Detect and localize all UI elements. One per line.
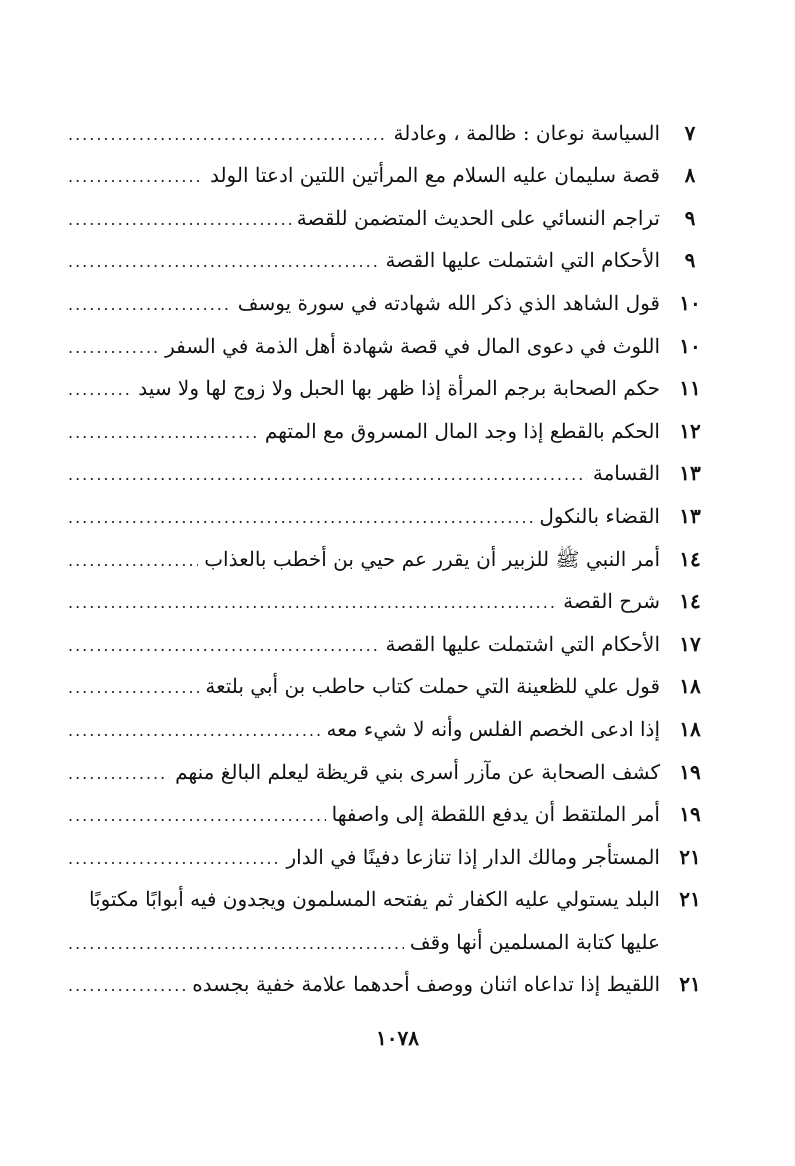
toc-entry-continuation — [60, 913, 720, 956]
leader-dots — [68, 463, 587, 487]
table-of-contents — [60, 104, 720, 998]
leader-dots — [68, 634, 379, 658]
leader-dots — [68, 506, 533, 530]
toc-entry — [60, 402, 720, 445]
toc-entry — [60, 232, 720, 275]
toc-entry-title: حكم الصحابة برجم المرأة إذا ظهر بها الحبل ولا زوج لها ولا سيد — [138, 376, 660, 401]
toc-page-number: ١٠ — [679, 333, 701, 358]
toc-entry — [60, 786, 720, 829]
toc-entry-title: كشف الصحابة عن مآزر أسرى بني قريظة ليعلم البالغ منهم — [175, 759, 660, 784]
toc-page-number: ١٤ — [679, 589, 701, 614]
toc-entry-title: اللوث في دعوى المال في قصة شهادة أهل الذمة في السفر — [165, 333, 660, 358]
toc-page-number: ٩ — [684, 205, 696, 230]
toc-page-number: ١٣ — [679, 461, 701, 486]
toc-entry-title: المستأجر ومالك الدار إذا تنازعا دفينًا في الدار — [286, 844, 660, 869]
leader-dots — [68, 165, 204, 189]
toc-page-number: ٩ — [684, 248, 696, 273]
toc-page-number: ١٨ — [679, 716, 701, 741]
toc-entry-title: الأحكام التي اشتملت عليها القصة — [385, 248, 660, 273]
toc-page-number: ١٢ — [679, 418, 701, 443]
toc-entry — [60, 445, 720, 488]
leader-dots — [68, 293, 232, 317]
toc-page-number: ١١ — [679, 376, 701, 401]
toc-entry — [60, 658, 720, 701]
leader-dots — [68, 676, 199, 700]
leader-dots — [68, 762, 169, 786]
toc-entry-title: أمر النبي ﷺ للزبير أن يقرر عم حيي بن أخطب بالعذاب — [204, 546, 660, 571]
toc-page-number: ٧ — [684, 120, 696, 145]
leader-dots — [68, 549, 198, 573]
toc-page-number: ١٤ — [679, 546, 701, 571]
toc-entry-title: السياسة نوعان : ظالمة ، وعادلة — [393, 120, 660, 145]
toc-entry-title: قصة سليمان عليه السلام مع المرأتين اللتين ادعتا الولد — [209, 163, 660, 188]
toc-entry — [60, 487, 720, 530]
leader-dots — [68, 378, 132, 402]
toc-entry — [60, 189, 720, 232]
toc-page-number: ٨ — [684, 163, 696, 188]
toc-entry — [60, 317, 720, 360]
toc-page-number: ١٣ — [679, 503, 701, 528]
toc-page-number: ١٨ — [679, 674, 701, 699]
toc-page-number: ١٩ — [679, 802, 701, 827]
toc-entry — [60, 274, 720, 317]
toc-entry-title: القضاء بالنكول — [539, 503, 660, 528]
toc-entry-title: أمر الملتقط أن يدفع اللقطة إلى واصفها — [331, 802, 660, 827]
leader-dots — [68, 719, 320, 743]
leader-dots — [68, 591, 557, 615]
toc-entry-title: تراجم النسائي على الحديث المتضمن للقصة — [296, 205, 660, 230]
toc-entry — [60, 956, 720, 999]
toc-entry — [60, 828, 720, 871]
toc-page-number: ١٧ — [679, 631, 701, 656]
toc-entry — [60, 871, 720, 914]
toc-entry-title: قول علي للظعينة التي حملت كتاب حاطب بن أبي بلتعة — [205, 674, 660, 699]
toc-entry-title: قول الشاهد الذي ذكر الله شهادته في سورة يوسف — [237, 290, 660, 315]
toc-entry — [60, 615, 720, 658]
toc-entry-title: اللقيط إذا تداعاه اثنان ووصف أحدهما علامة خفية بجسده — [192, 972, 660, 997]
toc-page-number: ٢١ — [679, 972, 701, 997]
toc-page-number: ١٠ — [679, 290, 701, 315]
toc-entry-title: البلد يستولي عليه الكفار ثم يفتحه المسلمون ويجدون فيه أبوابًا مكتوبًا — [88, 887, 660, 912]
leader-dots — [68, 421, 259, 445]
leader-dots — [68, 804, 326, 828]
leader-dots — [68, 847, 281, 871]
toc-entry-title: الحكم بالقطع إذا وجد المال المسروق مع المتهم — [264, 418, 660, 443]
toc-page-number: ٢١ — [679, 887, 701, 912]
toc-entry — [60, 360, 720, 403]
leader-dots — [68, 250, 379, 274]
leader-dots — [68, 123, 388, 147]
toc-entry-title-continued: عليها كتابة المسلمين أنها وقف — [409, 929, 660, 954]
leader-dots — [68, 974, 186, 998]
toc-entry — [60, 700, 720, 743]
leader-dots — [68, 932, 404, 956]
toc-entry — [60, 530, 720, 573]
toc-entry — [60, 104, 720, 147]
page-folio-number: ١٠٧٨ — [376, 1026, 419, 1050]
toc-entry — [60, 743, 720, 786]
toc-entry-title: الأحكام التي اشتملت عليها القصة — [385, 631, 660, 656]
leader-dots — [68, 208, 291, 232]
toc-entry-title: شرح القصة — [563, 589, 660, 614]
toc-entry-title: القسامة — [592, 461, 660, 486]
leader-dots — [68, 336, 159, 360]
toc-page-number: ٢١ — [679, 844, 701, 869]
toc-entry — [60, 147, 720, 190]
toc-page-number: ١٩ — [679, 759, 701, 784]
toc-entry-title: إذا ادعى الخصم الفلس وأنه لا شيء معه — [326, 716, 660, 741]
toc-entry — [60, 573, 720, 616]
